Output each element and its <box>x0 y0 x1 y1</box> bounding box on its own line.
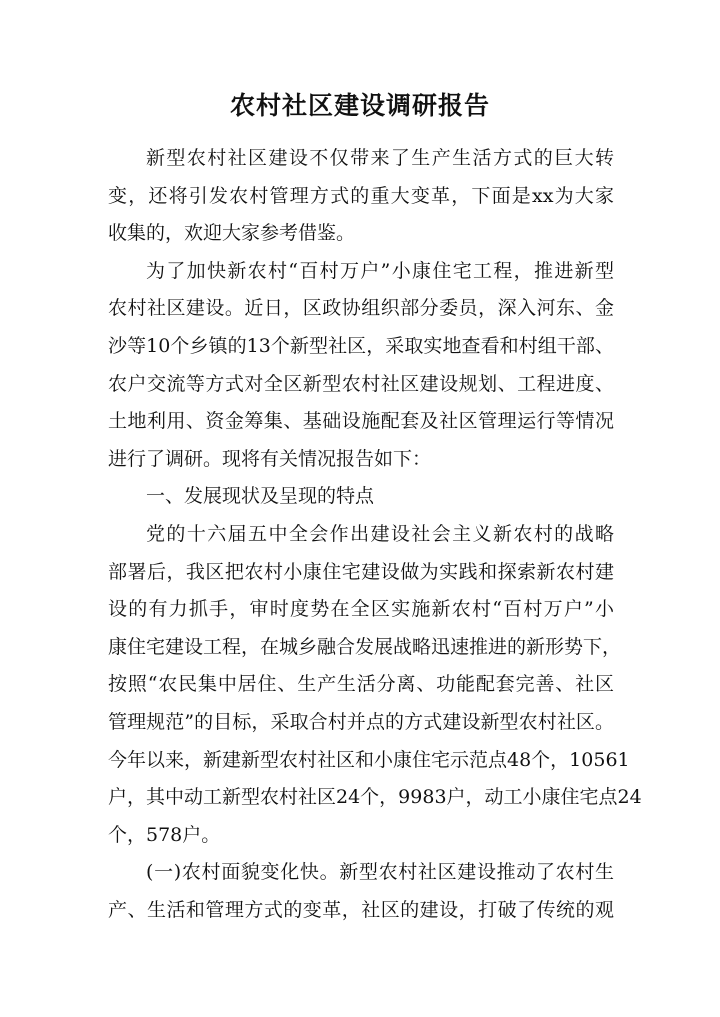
body-line: 户，其中动工新型农村社区24个，9983户，动工小康住宅点24 <box>108 786 642 809</box>
body-line: 进行了调研。现将有关情况报告如下： <box>108 447 432 470</box>
body-line: 农村社区建设。近日，区政协组织部分委员，深入河东、金 <box>108 297 614 320</box>
body-line: (一)农村面貌变化快。新型农村社区建设推动了农村生 <box>146 861 614 884</box>
body-line: 党的十六届五中全会作出建设社会主义新农村的战略 <box>146 522 614 545</box>
body-line: 为了加快新农村“百村万户”小康住宅工程，推进新型 <box>146 259 614 282</box>
body-line: 康住宅建设工程，在城乡融合发展战略迅速推进的新形势下， <box>108 635 622 658</box>
body-line: 产、生活和管理方式的变革，社区的建设，打破了传统的观 <box>108 898 614 921</box>
body-line: 变，还将引发农村管理方式的重大变革，下面是xx为大家 <box>108 184 614 207</box>
body-line: 部署后，我区把农村小康住宅建设做为实践和探索新农村建 <box>108 560 614 583</box>
body-line: 管理规范”的目标，采取合村并点的方式建设新型农村社区。 <box>108 710 614 733</box>
body-line: 土地利用、资金筹集、基础设施配套及社区管理运行等情况 <box>108 410 614 433</box>
body-line: 农户交流等方式对全区新型农村社区建设规划、工程进度、 <box>108 372 614 395</box>
section-heading: 一、发展现状及呈现的特点 <box>146 485 375 508</box>
body-line: 设的有力抓手，审时度势在全区实施新农村“百村万户”小 <box>108 598 614 621</box>
body-line: 今年以来，新建新型农村社区和小康住宅示范点48个，10561 <box>108 748 630 771</box>
body-line: 个，578户。 <box>108 823 221 846</box>
body-line: 沙等10个乡镇的13个新型社区，采取实地查看和村组干部、 <box>108 334 614 357</box>
document-body <box>108 140 642 929</box>
body-line: 新型农村社区建设不仅带来了生产生活方式的巨大转 <box>146 147 614 169</box>
document-title: 农村社区建设调研报告 <box>229 91 490 120</box>
body-line: 按照“农民集中居住、生产生活分离、功能配套完善、社区 <box>108 673 614 696</box>
body-line: 收集的，欢迎大家参考借鉴。 <box>108 222 356 245</box>
